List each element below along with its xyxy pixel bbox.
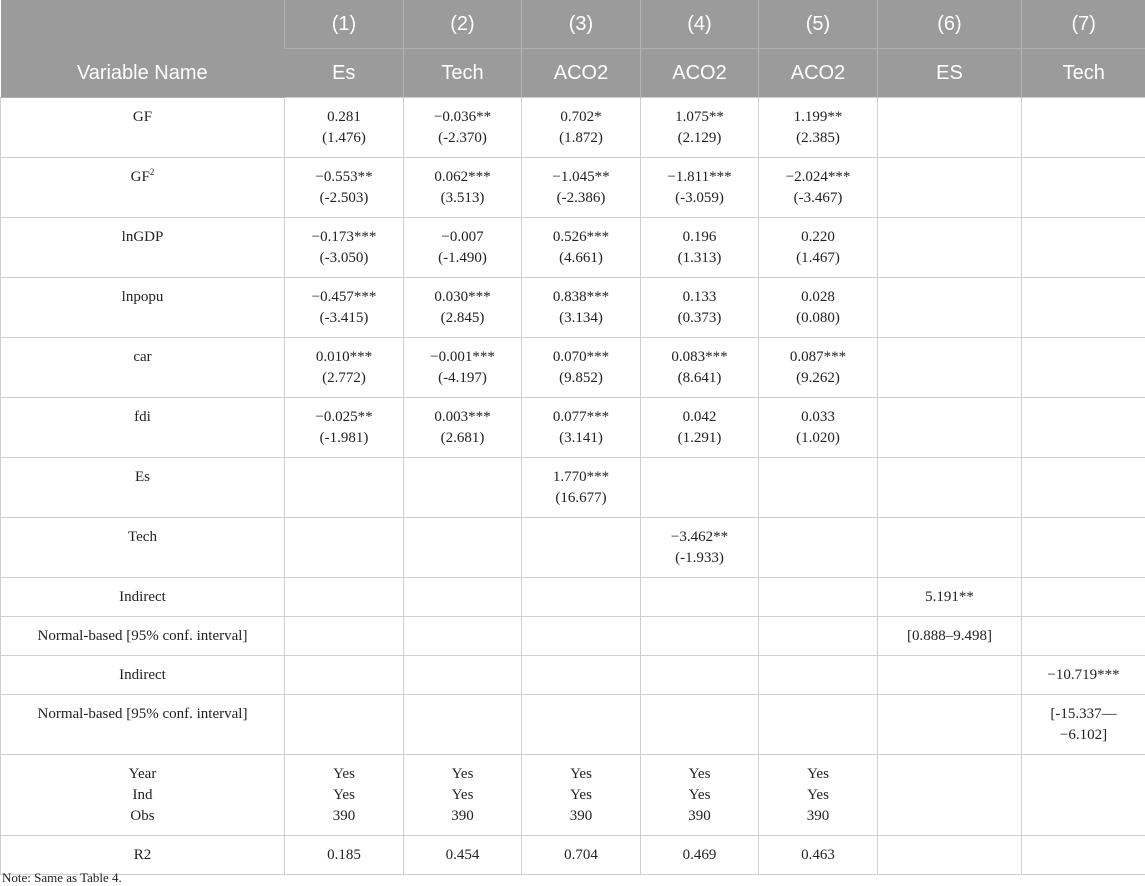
row-label: [1, 617, 285, 656]
row-label-text: GF: [133, 109, 152, 125]
cell-value-line: (4.661): [526, 248, 636, 269]
row-label-text: lnpopu: [122, 289, 164, 305]
cell-col-7: [1022, 518, 1145, 578]
table-row: [1, 458, 1145, 518]
cell-col-4: [641, 836, 759, 875]
row-label-line: Ind: [5, 785, 280, 806]
cell-value: [0.888–9.498]: [882, 626, 1017, 647]
table-row: [1, 338, 1145, 398]
cell-value: 0.077***: [526, 407, 636, 428]
cell-col-4: [641, 98, 759, 158]
cell-col-1: [285, 656, 404, 695]
cell-value-line: (2.772): [289, 368, 399, 389]
cell-value: 0.463: [763, 845, 873, 866]
cell-value: Yes: [408, 764, 517, 785]
cell-col-5: [759, 398, 878, 458]
cell-value: 0.133: [645, 287, 754, 308]
cell-value: 0.030***: [408, 287, 517, 308]
cell-col-2: [404, 578, 522, 617]
cell-col-3: [522, 695, 641, 755]
cell-value: 0.196: [645, 227, 754, 248]
cell-col-6: [878, 578, 1022, 617]
row-label-text: GF: [131, 169, 150, 185]
cell-col-3: [522, 398, 641, 458]
cell-value: −0.007: [408, 227, 517, 248]
cell-col-2: [404, 458, 522, 518]
cell-col-4: [641, 458, 759, 518]
cell-col-7: [1022, 578, 1145, 617]
cell-value-line: (-3.467): [763, 188, 873, 209]
cell-value-line: (-1.490): [408, 248, 517, 269]
cell-value-line: (-3.050): [289, 248, 399, 269]
cell-col-7: [1022, 617, 1145, 656]
row-label-line: Obs: [5, 806, 280, 827]
column-number-5: (5): [759, 0, 878, 49]
cell-col-1: [285, 755, 404, 836]
cell-col-4: [641, 518, 759, 578]
cell-col-3: [522, 755, 641, 836]
cell-col-5: [759, 338, 878, 398]
cell-col-5: [759, 617, 878, 656]
column-number-2: (2): [404, 0, 522, 49]
cell-col-3: [522, 458, 641, 518]
cell-col-3: [522, 338, 641, 398]
row-label-superscript: 2: [150, 167, 155, 177]
cell-col-3: [522, 518, 641, 578]
cell-col-3: [522, 836, 641, 875]
cell-value: Yes: [526, 764, 636, 785]
cell-value-line: 390: [763, 806, 873, 827]
column-name-6: ES: [878, 49, 1022, 98]
cell-col-2: [404, 398, 522, 458]
cell-value: 5.191**: [882, 587, 1017, 608]
cell-value-line: Yes: [289, 785, 399, 806]
row-label-text: Tech: [128, 529, 157, 545]
table-row: [1, 98, 1145, 158]
cell-col-3: [522, 578, 641, 617]
cell-col-1: [285, 218, 404, 278]
cell-col-2: [404, 656, 522, 695]
cell-value: −0.553**: [289, 167, 399, 188]
cell-value: 0.220: [763, 227, 873, 248]
cell-value: 0.526***: [526, 227, 636, 248]
cell-value-line: (2.129): [645, 128, 754, 149]
cell-col-7: [1022, 278, 1145, 338]
cell-value: 0.070***: [526, 347, 636, 368]
row-label: [1, 218, 285, 278]
cell-col-6: [878, 518, 1022, 578]
row-label-text: Normal-based [95% conf. interval]: [38, 706, 248, 722]
table-note: Note: Same as Table 4.: [2, 870, 122, 886]
cell-value-line: 390: [645, 806, 754, 827]
column-name-4: ACO2: [641, 49, 759, 98]
table-row: [1, 518, 1145, 578]
cell-value: −10.719***: [1026, 665, 1141, 686]
table-header: [1, 0, 1145, 98]
row-label-text: fdi: [134, 409, 151, 425]
cell-value: Yes: [289, 764, 399, 785]
cell-col-4: [641, 398, 759, 458]
cell-value: 1.199**: [763, 107, 873, 128]
cell-col-5: [759, 278, 878, 338]
cell-col-1: [285, 278, 404, 338]
cell-value-line: (0.080): [763, 308, 873, 329]
cell-col-2: [404, 158, 522, 218]
cell-value-line: (1.467): [763, 248, 873, 269]
cell-value-line: (9.262): [763, 368, 873, 389]
row-label-text: Normal-based [95% conf. interval]: [38, 628, 248, 644]
cell-col-6: [878, 836, 1022, 875]
cell-col-2: [404, 836, 522, 875]
cell-value-line: (9.852): [526, 368, 636, 389]
cell-col-4: [641, 218, 759, 278]
row-label: [1, 695, 285, 755]
column-number-3: (3): [522, 0, 641, 49]
cell-col-5: [759, 158, 878, 218]
cell-col-2: [404, 218, 522, 278]
cell-col-7: [1022, 338, 1145, 398]
cell-col-1: [285, 158, 404, 218]
cell-value-line: −6.102]: [1026, 725, 1141, 746]
cell-value: 0.185: [289, 845, 399, 866]
cell-col-1: [285, 458, 404, 518]
table-row: [1, 578, 1145, 617]
cell-value-line: Yes: [526, 785, 636, 806]
cell-col-2: [404, 278, 522, 338]
cell-col-7: [1022, 98, 1145, 158]
cell-value-line: (-2.386): [526, 188, 636, 209]
table-row: [1, 158, 1145, 218]
cell-col-1: [285, 398, 404, 458]
cell-col-3: [522, 158, 641, 218]
cell-col-5: [759, 836, 878, 875]
cell-value-line: (1.291): [645, 428, 754, 449]
cell-value: 0.704: [526, 845, 636, 866]
cell-col-6: [878, 338, 1022, 398]
cell-col-7: [1022, 158, 1145, 218]
cell-col-5: [759, 218, 878, 278]
table-row: [1, 617, 1145, 656]
cell-value-line: (-1.981): [289, 428, 399, 449]
cell-col-4: [641, 656, 759, 695]
column-name-2: Tech: [404, 49, 522, 98]
cell-col-6: [878, 458, 1022, 518]
table-row: [1, 278, 1145, 338]
cell-value-line: (1.020): [763, 428, 873, 449]
row-label: [1, 458, 285, 518]
column-number-4: (4): [641, 0, 759, 49]
cell-col-6: [878, 218, 1022, 278]
row-label: [1, 98, 285, 158]
cell-value: −0.025**: [289, 407, 399, 428]
cell-col-6: [878, 278, 1022, 338]
cell-col-4: [641, 338, 759, 398]
cell-value-line: (-1.933): [645, 548, 754, 569]
table-row: [1, 755, 1145, 836]
row-label: [1, 398, 285, 458]
row-label: [1, 518, 285, 578]
cell-value: 0.028: [763, 287, 873, 308]
cell-value: 0.062***: [408, 167, 517, 188]
cell-value-line: (8.641): [645, 368, 754, 389]
cell-col-1: [285, 578, 404, 617]
cell-value: 0.469: [645, 845, 754, 866]
cell-col-4: [641, 578, 759, 617]
row-label-text: Es: [135, 469, 150, 485]
cell-value: 0.454: [408, 845, 517, 866]
row-label-text: Indirect: [119, 589, 166, 605]
cell-value-line: (-4.197): [408, 368, 517, 389]
cell-col-2: [404, 518, 522, 578]
cell-value: −0.036**: [408, 107, 517, 128]
cell-value-line: (1.313): [645, 248, 754, 269]
cell-value-line: (0.373): [645, 308, 754, 329]
column-name-7: Tech: [1022, 49, 1145, 98]
cell-col-2: [404, 617, 522, 656]
cell-value-line: (2.681): [408, 428, 517, 449]
cell-col-2: [404, 338, 522, 398]
cell-col-4: [641, 158, 759, 218]
cell-value: 1.770***: [526, 467, 636, 488]
cell-value: −0.457***: [289, 287, 399, 308]
table-row: [1, 398, 1145, 458]
cell-value: 0.042: [645, 407, 754, 428]
cell-col-5: [759, 695, 878, 755]
cell-col-6: [878, 398, 1022, 458]
cell-value: 1.075**: [645, 107, 754, 128]
cell-col-7: [1022, 398, 1145, 458]
column-number-1: (1): [285, 0, 404, 49]
row-label: [1, 278, 285, 338]
column-name-5: ACO2: [759, 49, 878, 98]
cell-value-line: (-2.370): [408, 128, 517, 149]
row-label-line: Year: [5, 764, 280, 785]
cell-col-1: [285, 338, 404, 398]
cell-col-3: [522, 656, 641, 695]
cell-value: −0.001***: [408, 347, 517, 368]
cell-value: 0.702*: [526, 107, 636, 128]
cell-col-3: [522, 98, 641, 158]
cell-value-line: (16.677): [526, 488, 636, 509]
cell-col-3: [522, 617, 641, 656]
cell-value-line: (3.134): [526, 308, 636, 329]
cell-value-line: (1.872): [526, 128, 636, 149]
cell-col-1: [285, 695, 404, 755]
cell-col-4: [641, 755, 759, 836]
cell-col-5: [759, 578, 878, 617]
cell-col-1: [285, 617, 404, 656]
cell-value-line: 390: [408, 806, 517, 827]
cell-col-6: [878, 617, 1022, 656]
cell-value: −1.811***: [645, 167, 754, 188]
cell-value: 0.033: [763, 407, 873, 428]
cell-value-line: (2.385): [763, 128, 873, 149]
cell-col-4: [641, 695, 759, 755]
cell-col-3: [522, 218, 641, 278]
cell-value-line: (3.141): [526, 428, 636, 449]
column-name-3: ACO2: [522, 49, 641, 98]
cell-value: [-15.337—: [1026, 704, 1141, 725]
cell-col-2: [404, 98, 522, 158]
row-label: [1, 836, 285, 875]
column-number-7: (7): [1022, 0, 1145, 49]
cell-col-7: [1022, 755, 1145, 836]
cell-col-6: [878, 98, 1022, 158]
cell-value: 0.003***: [408, 407, 517, 428]
table-row: [1, 218, 1145, 278]
cell-col-4: [641, 278, 759, 338]
row-label-text: lnGDP: [122, 229, 164, 245]
variable-name-header: Variable Name: [1, 0, 285, 98]
table-body: [1, 98, 1145, 875]
row-label-text: Indirect: [119, 667, 166, 683]
cell-col-5: [759, 656, 878, 695]
column-number-6: (6): [878, 0, 1022, 49]
cell-col-7: [1022, 218, 1145, 278]
cell-value: Yes: [763, 764, 873, 785]
cell-col-1: [285, 518, 404, 578]
cell-col-1: [285, 98, 404, 158]
cell-value: 0.838***: [526, 287, 636, 308]
cell-value: −3.462**: [645, 527, 754, 548]
table-row: [1, 836, 1145, 875]
cell-value: −1.045**: [526, 167, 636, 188]
row-label: [1, 578, 285, 617]
cell-value-line: Yes: [408, 785, 517, 806]
cell-col-5: [759, 518, 878, 578]
cell-value: −0.173***: [289, 227, 399, 248]
cell-col-6: [878, 695, 1022, 755]
table-row: [1, 656, 1145, 695]
cell-value-line: Yes: [763, 785, 873, 806]
cell-value-line: (3.513): [408, 188, 517, 209]
row-label-text: car: [133, 349, 151, 365]
table-row: [1, 695, 1145, 755]
cell-col-5: [759, 458, 878, 518]
cell-value-line: Yes: [645, 785, 754, 806]
row-label-text: R2: [134, 847, 152, 863]
column-name-1: Es: [285, 49, 404, 98]
cell-col-1: [285, 836, 404, 875]
cell-col-6: [878, 158, 1022, 218]
cell-value: −2.024***: [763, 167, 873, 188]
cell-value: 0.083***: [645, 347, 754, 368]
cell-col-3: [522, 278, 641, 338]
cell-value: Yes: [645, 764, 754, 785]
cell-value-line: (1.476): [289, 128, 399, 149]
cell-value-line: (2.845): [408, 308, 517, 329]
cell-col-4: [641, 617, 759, 656]
cell-col-2: [404, 695, 522, 755]
cell-col-2: [404, 755, 522, 836]
cell-col-5: [759, 755, 878, 836]
cell-value: 0.010***: [289, 347, 399, 368]
cell-col-5: [759, 98, 878, 158]
cell-col-7: [1022, 695, 1145, 755]
cell-col-7: [1022, 836, 1145, 875]
cell-value-line: (-3.059): [645, 188, 754, 209]
row-label: [1, 158, 285, 218]
cell-value-line: (-3.415): [289, 308, 399, 329]
cell-value-line: 390: [526, 806, 636, 827]
cell-value: 0.281: [289, 107, 399, 128]
cell-col-6: [878, 755, 1022, 836]
cell-value-line: 390: [289, 806, 399, 827]
row-label: [1, 338, 285, 398]
row-label: [1, 656, 285, 695]
cell-value-line: (-2.503): [289, 188, 399, 209]
cell-col-7: [1022, 458, 1145, 518]
cell-col-7: [1022, 656, 1145, 695]
row-label: [1, 755, 285, 836]
cell-col-6: [878, 656, 1022, 695]
cell-value: 0.087***: [763, 347, 873, 368]
